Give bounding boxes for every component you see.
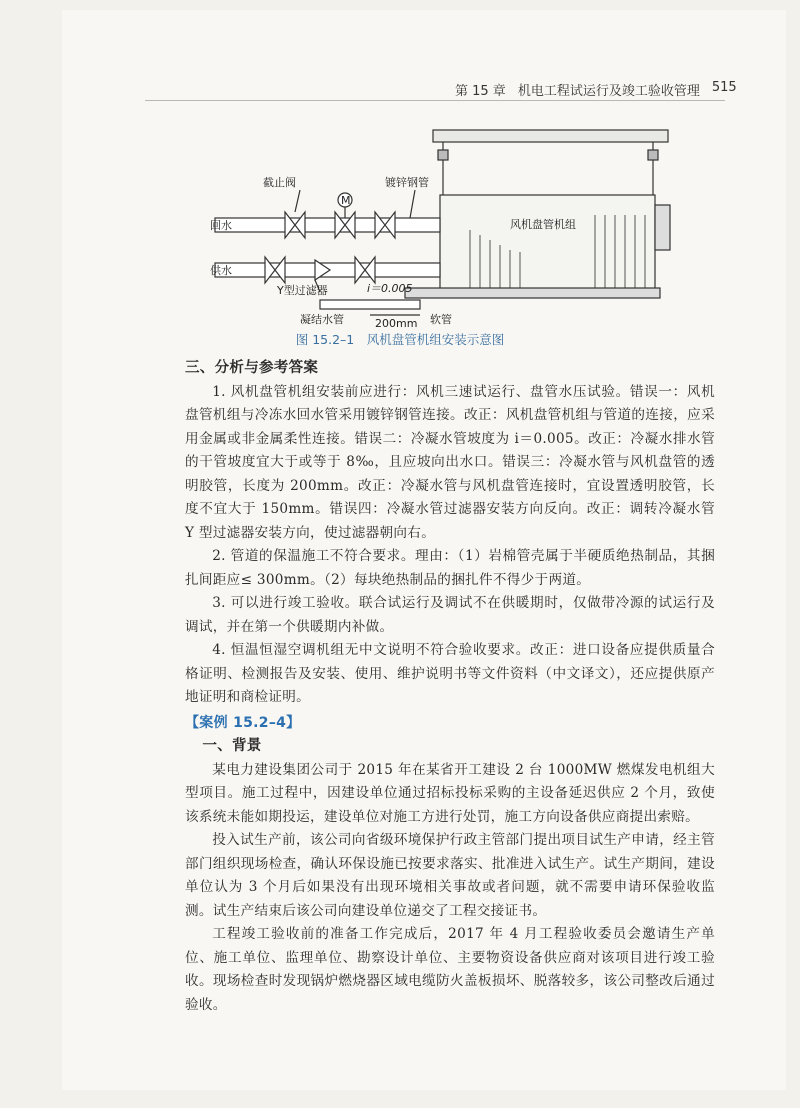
supply-valve-1: [265, 257, 285, 283]
label-slope: i＝0.005: [367, 282, 413, 295]
chapter-number: 第 15 章: [455, 84, 506, 99]
return-pipe: [215, 218, 440, 232]
condensate-pipe: [320, 300, 420, 309]
label-gauge: M: [341, 194, 351, 207]
label-supply: 供水: [210, 264, 232, 277]
label-length: 200mm: [375, 317, 418, 330]
label-hose: 软管: [430, 313, 452, 326]
ceiling-slab: [433, 130, 668, 142]
figure-caption: 图 15.2–1 风机盘管机组安装示意图: [295, 332, 505, 347]
label-filter: Y型过滤器: [277, 284, 328, 297]
chapter-title: 机电工程试运行及竣工验收管理: [517, 84, 700, 99]
page-number: 515: [711, 80, 737, 95]
label-condensate: 凝结水管: [300, 313, 344, 326]
label-unit: 风机盘管机组: [510, 218, 576, 231]
background-heading: 一、背景: [202, 738, 262, 754]
fan-coil-diagram: [205, 120, 675, 330]
bracket-right: [648, 150, 658, 160]
bracket-left: [438, 150, 448, 160]
background-para-2: 投入试生产前，该公司向省级环境保护行政主管部门提出项目试生产申请，经主管部门组织现场检查，确认环保设施已按要求落实、批准进入试生产。试生产期间，建设单位认为 3 个月后如果没有出现环境相关事故或者问题，就不需要申请环保验收监测。试生产结束后该公司向建设单位递交了工程交接证书。: [185, 832, 715, 919]
background-para-3: 工程竣工验收前的准备工作完成后，2017 年 4 月工程验收委员会邀请生产单位、施工单位、监理单位、勘察设计单位、主要物资设备供应商对该项目进行竣工验收。现场检查时发现锅炉燃烧器区域电缆防火盖板损坏、脱落较多，该公司整改后通过验收。: [185, 926, 715, 1013]
drain-pan: [405, 288, 660, 298]
label-return: 回水: [210, 219, 232, 232]
answer-1: 1. 风机盘管机组安装前应进行：风机三速试运行、盘管水压试验。错误一：风机盘管机组与冷冻水回水管采用镀锌钢管连接。改正：风机盘管机组与管道的连接，应采用金属或非金属柔性连接。错误二：冷凝水管坡度为 i＝0.005。改正：冷凝水排水管的干管坡度宜大于或等于 8‰，且应坡向出水口。错误三：冷凝水管与风机盘管的透明胶管，长度为 200mm。改正：冷凝水管与风机盘管连接时，宜设置透明胶管，长度不宜大于 150mm。错误四：冷凝水管过滤器安装方向反向。改正：调转冷凝水管 Y 型过滤器安装方向，使过滤器朝向右。: [185, 383, 715, 541]
answer-3: 3. 可以进行竣工验收。联合试运行及调试不在供暖期时，仅做带冷源的试运行及调试，并在第一个供暖期内补做。: [185, 595, 715, 635]
unit-outlet: [655, 205, 670, 250]
return-valve-1: [285, 212, 305, 238]
answer-4: 4. 恒温恒湿空调机组无中文说明不符合验收要求。改正：进口设备应提供质量合格证明、检测报告及安装、使用、维护说明书等文件资料（中文译文），还应提供原产地证明和商检证明。: [185, 642, 715, 705]
header-rule: [145, 100, 725, 101]
return-valve-3: [375, 212, 395, 238]
page-header: [455, 80, 737, 99]
label-pipe: 镀锌钢管: [385, 176, 429, 189]
label-valve: 截止阀: [263, 176, 296, 189]
section-heading: 三、分析与参考答案: [185, 360, 319, 376]
case-title: 【案例 15.2–4】: [185, 714, 301, 731]
main-text: [185, 357, 715, 1017]
answer-2: 2. 管道的保温施工不符合要求。理由：（1）岩棉管壳属于半硬质绝热制品，其捆扎间距应≤ 300mm。（2）每块绝热制品的捆扎件不得少于两道。: [185, 548, 715, 588]
background-para-1: 某电力建设集团公司于 2015 年在某省开工建设 2 台 1000MW 燃煤发电机组大型项目。施工过程中，因建设单位通过招标投标采购的主设备延迟供应 2 个月，致使该系统未能如期投运，建设单位对施工方进行处罚，施工方向设备供应商提出索赔。: [185, 761, 715, 825]
fan-coil-unit-body: [440, 195, 655, 290]
supply-valve-2: [355, 257, 375, 283]
